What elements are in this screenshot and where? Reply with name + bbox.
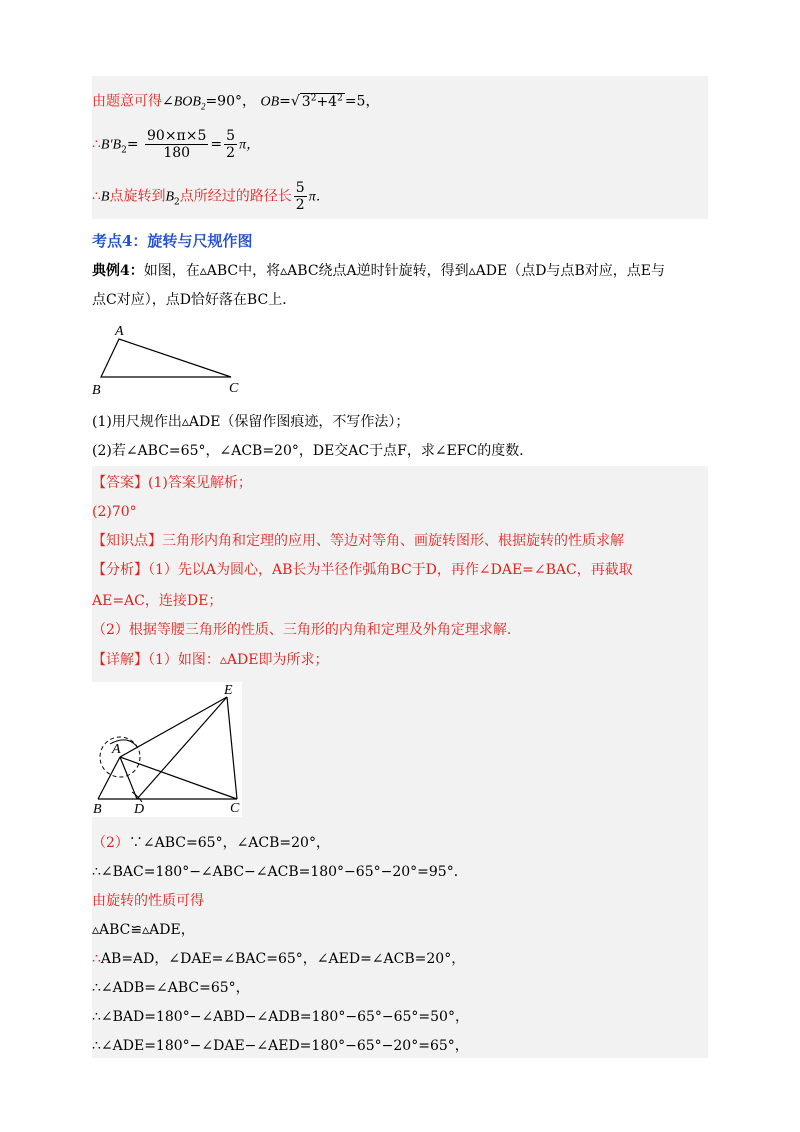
section-heading: 考点4：旋转与尺规作图 [92, 232, 253, 250]
analysis-line-2: AE=AC，连接DE； [92, 593, 223, 609]
fraction: $\frac{5}{2}$ [226, 128, 236, 161]
example-line-2: 点C对应），点D恰好落在BC上． [92, 292, 297, 308]
vertex-label-c: C [229, 381, 239, 396]
example-line-1: 典例4：如图，在▵ABC中，将▵ABC绕点A逆时针旋转，得到▵ADE（点D与点B对应，点E与 [92, 263, 665, 279]
solution-step-3: 由旋转的性质可得 [92, 893, 204, 909]
question-1: (1)用尺规作出▵ADE（保留作图痕迹，不写作法）； [92, 414, 410, 430]
knowledge-points: 【知识点】三角形内角和定理的应用、等边对等角、画旋转图形、根据旋转的性质求解 [92, 533, 624, 549]
solution-step-6: ∴∠ADB=∠ABC=65°， [92, 980, 250, 996]
vertex-label-d: D [134, 802, 145, 817]
vertex-label-b: B [92, 383, 101, 398]
vertex-label-c: C [230, 801, 240, 816]
vertex-label-e: E [224, 683, 233, 698]
triangle-abc-figure [88, 320, 258, 400]
detail-line-1: 【详解】（1）如图：▵ADE即为所求； [92, 652, 329, 668]
rotation-construction-figure [92, 682, 242, 817]
solution-step-2: ∴∠BAC=180°−∠ABC−∠ACB=180°−65°−20°=95°． [92, 864, 468, 880]
answer-line-2: (2)70° [92, 504, 137, 520]
analysis-line-1: 【分析】（1）先以A为圆心，AB长为半径作弧角BC于D，再作∠DAE=∠BAC，再截取 [92, 562, 633, 578]
solution-step-4: ▵ABC≌▵ADE， [92, 922, 195, 938]
solution-line-1: 由题意可得$\angle BOB_2=90^\circ$， OB=√ $3^2+4^2 =5$， [92, 93, 380, 112]
solution-step-8: ∴∠ADE=180°−∠DAE−∠AED=180°−65°−20°=65°， [92, 1038, 469, 1054]
solution-step-5: ∴AB=AD，∠DAE=∠BAC=65°，∠AED=∠ACB=20°， [92, 951, 466, 967]
analysis-line-3: （2）根据等腰三角形的性质、三角形的内角和定理及外角定理求解． [92, 622, 521, 638]
fraction: $\frac{90\times\pi\times 5}{180}$ [147, 128, 207, 161]
vertex-label-a: A [112, 742, 121, 757]
triangle-abc [101, 339, 231, 377]
vertex-label-a: A [115, 324, 124, 339]
vertex-label-b: B [93, 802, 102, 817]
question-2: (2)若∠ABC=65°，∠ACB=20°，DE交AC于点F，求∠EFC的度数． [92, 443, 534, 459]
sqrt-radicand: $3^2+4^2$ [301, 93, 343, 110]
solution-step-7: ∴∠BAD=180°−∠ABD−∠ADB=180°−65°−65°=50°， [92, 1009, 469, 1025]
solution-line-2: $\therefore B'B_2=$ $\frac{90\times\pi\times 5}{180}$ = $\frac{5}{2}$ π， [92, 128, 261, 161]
solution-step-1: （2）∵∠ABC=65°，∠ACB=20°， [92, 835, 330, 851]
fraction: $\frac{5}{2}$ [295, 180, 305, 213]
answer-line-1: 【答案】(1)答案见解析； [92, 475, 252, 491]
solution-line-3: ∴B点旋转到$B_2$点所经过的路径长 $\frac{5}{2}$ π． [92, 180, 330, 213]
